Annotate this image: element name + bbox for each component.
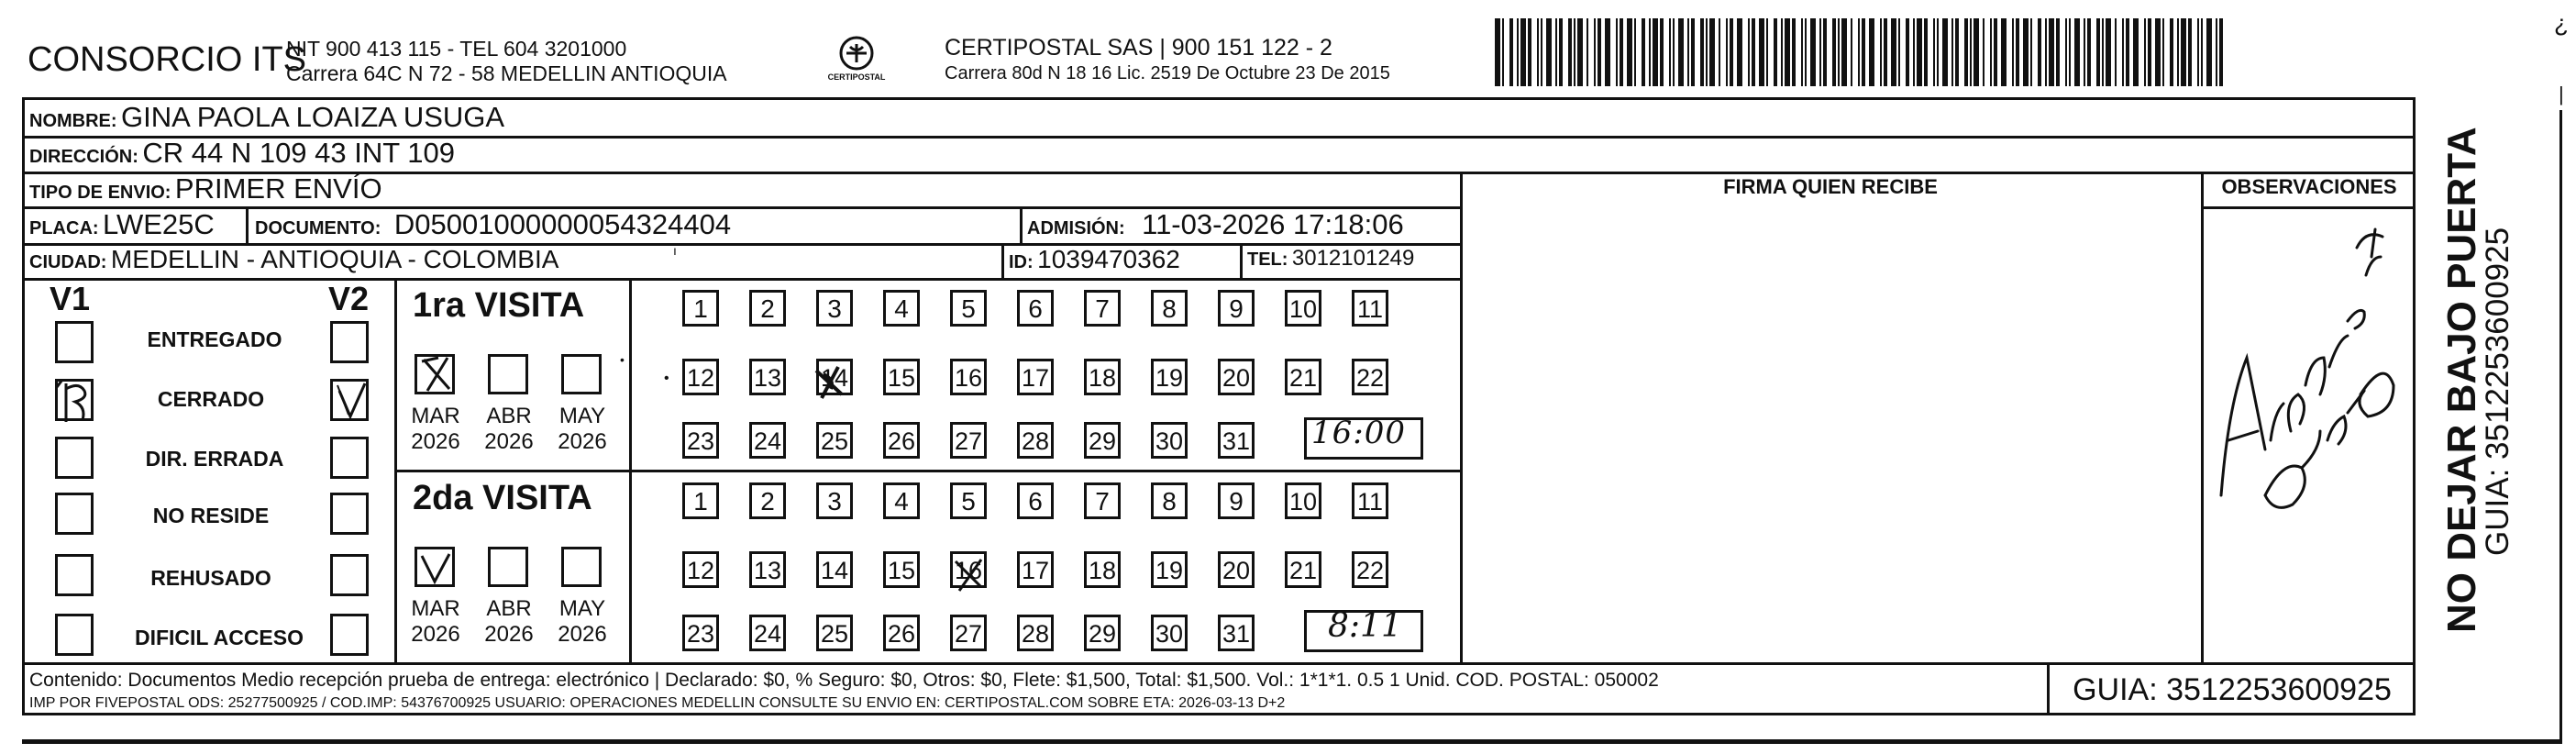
visit-1-day-box[interactable]: 24 <box>749 422 786 459</box>
barcode-bar <box>1709 18 1715 86</box>
visit-2-day-box[interactable]: 25 <box>816 615 853 651</box>
visit-1-day-box[interactable]: 25 <box>816 422 853 459</box>
visit-2-day-box[interactable]: 18 <box>1084 551 1121 588</box>
visit-2-day-box[interactable]: 10 <box>1285 482 1321 519</box>
barcode-bar <box>2102 18 2104 86</box>
barcode-bar <box>1678 18 1684 86</box>
certipostal-logo <box>827 33 886 90</box>
visit-1-day-box[interactable]: 3 <box>816 290 853 327</box>
visit-1-day-box[interactable]: 10 <box>1285 290 1321 327</box>
barcode-bar <box>1752 18 1755 86</box>
visit-1-time-handwritten: 16:00 <box>1311 415 1406 451</box>
barcode-bar <box>1605 18 1610 86</box>
visit-1-day-box[interactable]: 15 <box>883 359 920 395</box>
visit-1-day-box[interactable]: 16 <box>950 359 987 395</box>
barcode-bar <box>1805 18 1807 86</box>
visit-1-day-box[interactable]: 5 <box>950 290 987 327</box>
visit-1-day-box[interactable]: 1 <box>682 290 719 327</box>
month-year: 2026 <box>484 429 534 454</box>
firma-header: FIRMA QUIEN RECIBE <box>1723 175 1938 198</box>
barcode-bar <box>1917 18 1922 86</box>
visit-2-day-box[interactable]: 19 <box>1151 551 1188 588</box>
visit-2-day-box[interactable]: 16 <box>950 551 987 588</box>
documento-row <box>255 208 731 241</box>
visit-1-day-box[interactable]: 13 <box>749 359 786 395</box>
barcode-bar <box>1520 18 1526 86</box>
barcode-bar <box>2001 18 2007 86</box>
v2-checkbox-dificil-acceso[interactable] <box>330 614 369 656</box>
visit-1-day-box[interactable]: 11 <box>1352 290 1388 327</box>
barcode-bar <box>2126 18 2129 86</box>
barcode-bar <box>1559 18 1563 86</box>
divider <box>1460 172 1463 662</box>
barcode-bar <box>1594 18 1596 86</box>
nombre-row <box>29 101 504 134</box>
visit-2-month <box>554 596 611 648</box>
nombre-value: GINA PAOLA LOAIZA USUGA <box>121 101 505 133</box>
visit-2-day-box[interactable]: 5 <box>950 482 987 519</box>
barcode-bar <box>2074 18 2080 86</box>
visit-1-day-box[interactable]: 2 <box>749 290 786 327</box>
visit-1-day-box[interactable]: 7 <box>1084 290 1121 327</box>
v1-checkbox-rehusado[interactable] <box>55 554 94 596</box>
tel-label: TEL: <box>1247 249 1288 270</box>
divider <box>246 206 249 243</box>
company-address: Carrera 64C N 72 - 58 MEDELLIN ANTIOQUIA <box>286 61 727 85</box>
margin-mark: ¿ <box>2554 9 2569 37</box>
barcode-bar <box>1913 18 1915 86</box>
visit-2-month <box>481 596 537 648</box>
id-row <box>1009 245 1180 274</box>
month-name: ABR <box>486 596 532 621</box>
barcode-bar <box>2038 18 2041 86</box>
barcode-bar <box>2148 18 2151 86</box>
barcode-bar <box>2106 18 2111 86</box>
barcode-bar <box>1766 18 1768 86</box>
barcode-bar <box>1537 18 1539 86</box>
stray-mark: • <box>664 371 669 386</box>
barcode-bar <box>1687 18 1689 86</box>
barcode-bar <box>2206 18 2212 86</box>
visit-1-day-box[interactable]: 12 <box>682 359 719 395</box>
status-label: ENTREGADO <box>147 327 282 351</box>
barcode-bar <box>1634 18 1636 86</box>
visit-2-day-box[interactable]: 7 <box>1084 482 1121 519</box>
tel-value: 3012101249 <box>1291 246 1415 271</box>
visit-2-day-box[interactable]: 15 <box>883 551 920 588</box>
observaciones-header: OBSERVACIONES <box>2221 175 2397 198</box>
footer-imp: IMP POR FIVEPOSTAL ODS: 25277500925 / COD.IMP: 54376700925 USUARIO: OPERACIONES MEDELLIN CONSULTE SU ENVIO EN: CERTIPOSTAL.COM SOBRE ETA: 2026-03-13 D+2 <box>29 695 1286 711</box>
barcode-bar <box>1884 18 1887 86</box>
barcode-bar <box>2115 18 2117 86</box>
month-name: MAR <box>411 596 460 621</box>
barcode-bar <box>1955 18 1959 86</box>
margin-mark: | <box>2559 83 2564 105</box>
visit-1-month <box>407 404 464 455</box>
barcode-bar <box>1983 18 1985 86</box>
visit-1-day-box[interactable]: 9 <box>1218 290 1255 327</box>
v2-checkbox-dir-errada[interactable] <box>330 437 369 479</box>
barcode-bar <box>1642 18 1645 86</box>
visit-2-day-box[interactable]: 4 <box>883 482 920 519</box>
v1-header: V1 <box>50 280 91 317</box>
visit-1-month <box>481 404 537 455</box>
month-year: 2026 <box>484 622 534 647</box>
v1-checkbox-dificil-acceso[interactable] <box>55 614 94 656</box>
v1-checkbox-entregado[interactable] <box>55 321 94 363</box>
month-name: ABR <box>486 404 532 428</box>
barcode-bar <box>1730 18 1733 86</box>
company-name: CONSORCIO ITS <box>28 40 307 79</box>
visit-1-day-box[interactable]: 30 <box>1151 422 1188 459</box>
visit-1-month-checkbox[interactable] <box>561 354 602 394</box>
barcode-bar <box>1673 18 1675 86</box>
v1-checkbox-no-reside[interactable] <box>55 493 94 535</box>
divider <box>22 278 1462 281</box>
tipo-envio-label: TIPO DE ENVIO: <box>29 183 171 203</box>
visit-2-day-box[interactable]: 8 <box>1151 482 1188 519</box>
outer-shadow-line-right <box>2559 110 2562 743</box>
barcode-bar <box>2045 18 2047 86</box>
visit-2-day-box[interactable]: 23 <box>682 615 719 651</box>
barcode-bar <box>1801 18 1803 86</box>
handwritten-mark-icon <box>48 371 103 429</box>
admision-row <box>1027 208 1404 241</box>
barcode-bar <box>1841 18 1847 86</box>
barcode-bar <box>1862 18 1865 86</box>
direccion-row <box>29 137 455 170</box>
barcode-bar <box>1823 18 1827 86</box>
visit-1-day-box[interactable]: 20 <box>1218 359 1255 395</box>
divider <box>2201 172 2204 662</box>
divider <box>394 278 397 662</box>
checkmark-icon <box>415 547 457 589</box>
barcode-bar <box>1555 18 1557 86</box>
barcode-bar <box>1838 18 1840 86</box>
barcode-bar <box>1832 18 1836 86</box>
barcode-bar <box>1509 18 1513 86</box>
barcode-bar <box>2056 18 2060 86</box>
visit-2-day-box[interactable]: 31 <box>1218 615 1255 651</box>
barcode-bar <box>1994 18 1997 86</box>
tipo-envio-row <box>29 172 382 205</box>
barcode-bar <box>1577 18 1583 86</box>
handwritten-mark-icon <box>811 361 851 404</box>
side-guia: GUIA: 3512253600925 <box>2480 227 2515 556</box>
barcode-bar <box>1653 18 1658 86</box>
visit-2-day-box[interactable]: 21 <box>1285 551 1321 588</box>
barcode-bar <box>1792 18 1796 86</box>
visit-1-month <box>554 404 611 455</box>
barcode-bar <box>1933 18 1935 86</box>
visit-2-day-box[interactable]: 29 <box>1084 615 1121 651</box>
checkmark-icon <box>332 378 372 424</box>
month-name: MAR <box>411 404 460 428</box>
visit-1-day-box[interactable]: 23 <box>682 422 719 459</box>
barcode-bar <box>1700 18 1704 86</box>
visit-1-day-box[interactable]: 26 <box>883 422 920 459</box>
barcode <box>1495 18 2228 86</box>
ciudad-row <box>29 245 558 274</box>
barcode-bar <box>1774 18 1777 86</box>
barcode-bar <box>1691 18 1695 86</box>
visit-2-day-box[interactable]: 24 <box>749 615 786 651</box>
divider <box>1240 243 1243 278</box>
barcode-bar <box>2087 18 2091 86</box>
footer-contenido: Contenido: Documentos Medio recepción prueba de entrega: electrónico | Declarado: $0, % Seguro: $0, Otros: $0, Flete: $1,500, Total: $1,500. Vol.: 1*1*1. 0.5 1 Unid. COD. POSTAL: 050002 <box>29 670 1659 691</box>
barcode-bar <box>2219 18 2223 86</box>
barcode-bar <box>1649 18 1651 86</box>
visit-1-day-box[interactable]: 19 <box>1151 359 1188 395</box>
visit-2-day-box[interactable]: 3 <box>816 482 853 519</box>
barcode-bar <box>1737 18 1742 86</box>
barcode-bar <box>1906 18 1909 86</box>
visit-2-day-box[interactable]: 13 <box>749 551 786 588</box>
month-name: MAY <box>558 596 606 621</box>
barcode-bar <box>1759 18 1764 86</box>
visit-2-day-box[interactable]: 22 <box>1352 551 1388 588</box>
barcode-bar <box>1660 18 1664 86</box>
barcode-bar <box>1990 18 1992 86</box>
barcode-bar <box>2016 18 2019 86</box>
barcode-bar <box>1719 18 1720 86</box>
barcode-bar <box>1598 18 1601 86</box>
visit-1-day-box[interactable]: 17 <box>1017 359 1054 395</box>
barcode-bar <box>2177 18 2179 86</box>
divider <box>629 278 632 662</box>
ciudad-value: MEDELLIN - ANTIOQUIA - COLOMBIA <box>110 245 559 273</box>
visit-1-day-box[interactable]: 22 <box>1352 359 1388 395</box>
barcode-bar <box>2181 18 2186 86</box>
placa-value: LWE25C <box>103 208 215 240</box>
visit-1-month-checkbox[interactable] <box>488 354 528 394</box>
admision-value: 11-03-2026 17:18:06 <box>1142 208 1404 240</box>
barcode-bar <box>1627 18 1632 86</box>
barcode-bar <box>1880 18 1882 86</box>
barcode-bar <box>1937 18 1939 86</box>
status-label: DIFICIL ACCESO <box>134 626 304 649</box>
courier-license: Carrera 80d N 18 16 Lic. 2519 De Octubre 23 De 2015 <box>945 63 1390 83</box>
id-value: 1039470362 <box>1037 245 1180 273</box>
documento-value: D05001000000054324404 <box>393 208 732 240</box>
stray-mark: • <box>620 352 625 367</box>
v2-checkbox-no-reside[interactable] <box>330 493 369 535</box>
v2-header: V2 <box>328 280 370 317</box>
barcode-bar <box>2144 18 2146 86</box>
certipostal-logo-text: CERTIPOSTAL <box>827 72 886 82</box>
barcode-bar <box>1502 18 1504 86</box>
visit-2-day-box[interactable]: 28 <box>1017 615 1054 651</box>
barcode-bar <box>2122 18 2124 86</box>
barcode-bar <box>2201 18 2203 86</box>
visit-2-title: 2da VISITA <box>413 479 592 517</box>
barcode-bar <box>1669 18 1671 86</box>
visit-2-time-handwritten: 8:11 <box>1328 607 1402 645</box>
handwritten-x-icon <box>415 352 459 396</box>
barcode-bar <box>1810 18 1816 86</box>
tipo-envio-value: PRIMER ENVÍO <box>174 172 382 205</box>
status-label: CERRADO <box>157 387 265 411</box>
barcode-bar <box>1869 18 1874 86</box>
month-name: MAY <box>558 404 606 428</box>
status-label: NO RESIDE <box>152 504 270 527</box>
barcode-bar <box>2049 18 2054 86</box>
month-year: 2026 <box>411 429 460 454</box>
barcode-bar <box>1587 18 1588 86</box>
visit-2-day-box[interactable]: 27 <box>950 615 987 651</box>
barcode-bar <box>2012 18 2014 86</box>
barcode-bar <box>1541 18 1542 86</box>
barcode-bar <box>1574 18 1575 86</box>
barcode-bar <box>2216 18 2217 86</box>
visit-1-day-box[interactable]: 27 <box>950 422 987 459</box>
visit-1-day-box[interactable]: 8 <box>1151 290 1188 327</box>
barcode-bar <box>1748 18 1750 86</box>
month-year: 2026 <box>558 429 607 454</box>
company-nit: NIT 900 413 115 - TEL 604 3201000 <box>286 37 627 61</box>
stray-mark: ı <box>673 243 677 258</box>
visit-2-month-checkbox[interactable] <box>561 547 602 587</box>
visit-1-title: 1ra VISITA <box>413 286 585 325</box>
divider <box>1020 206 1023 243</box>
barcode-bar <box>2065 18 2067 86</box>
visit-1-day-box[interactable]: 21 <box>1285 359 1321 395</box>
visit-2-day-box[interactable]: 14 <box>816 551 853 588</box>
barcode-bar <box>1706 18 1708 86</box>
barcode-bar <box>2197 18 2199 86</box>
nombre-label: NOMBRE: <box>29 111 117 131</box>
handwritten-mark-icon <box>950 554 990 596</box>
barcode-bar <box>1785 18 1790 86</box>
barcode-bar <box>1726 18 1728 86</box>
barcode-bar <box>1970 18 1972 86</box>
admision-label: ADMISIÓN: <box>1027 218 1125 238</box>
barcode-bar <box>2162 18 2164 86</box>
barcode-bar <box>1616 18 1618 86</box>
id-label: ID: <box>1009 252 1034 272</box>
barcode-bar <box>2096 18 2100 86</box>
status-label: REHUSADO <box>150 566 271 590</box>
barcode-bar <box>1819 18 1821 86</box>
visit-2-day-box[interactable]: 6 <box>1017 482 1054 519</box>
barcode-bar <box>1973 18 1979 86</box>
status-label: DIR. ERRADA <box>145 447 284 471</box>
visit-2-day-box[interactable]: 9 <box>1218 482 1255 519</box>
visit-1-day-box[interactable]: 6 <box>1017 290 1054 327</box>
month-year: 2026 <box>558 622 607 647</box>
divider <box>1001 243 1004 278</box>
barcode-bar <box>1942 18 1948 86</box>
visit-1-day-box[interactable]: 29 <box>1084 422 1121 459</box>
ciudad-label: CIUDAD: <box>29 252 107 272</box>
divider <box>22 662 2416 665</box>
barcode-bar <box>2170 18 2173 86</box>
v2-checkbox-rehusado[interactable] <box>330 554 369 596</box>
visit-1-day-box[interactable]: 31 <box>1218 422 1255 459</box>
visit-2-day-box[interactable]: 2 <box>749 482 786 519</box>
visit-2-day-box[interactable]: 1 <box>682 482 719 519</box>
barcode-bar <box>1858 18 1860 86</box>
placa-label: PLACA: <box>29 218 99 238</box>
barcode-bar <box>2084 18 2085 86</box>
barcode-bar <box>1851 18 1852 86</box>
visit-2-month <box>407 596 464 648</box>
barcode-bar <box>1528 18 1531 86</box>
direccion-label: DIRECCIÓN: <box>29 147 138 167</box>
visit-1-day-box[interactable]: 28 <box>1017 422 1054 459</box>
placa-row <box>29 208 215 241</box>
footer-guia: GUIA: 3512253600925 <box>2073 672 2392 707</box>
visit-1-day-box[interactable]: 4 <box>883 290 920 327</box>
visit-2-month-checkbox[interactable] <box>488 547 528 587</box>
barcode-bar <box>1546 18 1552 86</box>
month-year: 2026 <box>411 622 460 647</box>
barcode-bar <box>2030 18 2032 86</box>
tel-row <box>1247 246 1414 272</box>
barcode-bar <box>1898 18 1900 86</box>
barcode-bar <box>1951 18 1953 86</box>
barcode-bar <box>1891 18 1896 86</box>
barcode-bar <box>2069 18 2071 86</box>
visit-2-day-box[interactable]: 20 <box>1218 551 1255 588</box>
visit-2-day-box[interactable]: 26 <box>883 615 920 651</box>
outer-shadow-line <box>22 739 2562 744</box>
visit-1-day-box[interactable]: 18 <box>1084 359 1121 395</box>
no-dejar-bajo-puerta: NO DEJAR BAJO PUERTA <box>2439 127 2484 633</box>
barcode-bar <box>2133 18 2139 86</box>
barcode-bar <box>1568 18 1572 86</box>
visit-2-day-box[interactable]: 17 <box>1017 551 1054 588</box>
divider <box>2201 206 2416 209</box>
barcode-bar <box>2023 18 2029 86</box>
barcode-bar <box>1781 18 1783 86</box>
direccion-value: CR 44 N 109 43 INT 109 <box>142 137 455 169</box>
barcode-bar <box>1517 18 1519 86</box>
documento-label: DOCUMENTO: <box>255 218 381 238</box>
visit-1-day-box[interactable]: 14 <box>816 359 853 395</box>
v1-checkbox-dir-errada[interactable] <box>55 437 94 479</box>
observation-handwriting <box>2210 220 2403 523</box>
visit-2-day-box[interactable]: 30 <box>1151 615 1188 651</box>
divider <box>394 470 1462 472</box>
barcode-bar <box>2155 18 2161 86</box>
courier-name: CERTIPOSTAL SAS | 900 151 122 - 2 <box>945 35 1332 61</box>
barcode-bar <box>1964 18 1968 86</box>
barcode-bar <box>2188 18 2192 86</box>
barcode-bar <box>1924 18 1928 86</box>
visit-2-day-box[interactable]: 12 <box>682 551 719 588</box>
v2-checkbox-entregado[interactable] <box>330 321 369 363</box>
visit-2-day-box[interactable]: 11 <box>1352 482 1388 519</box>
barcode-bar <box>1495 18 1500 86</box>
barcode-bar <box>1620 18 1623 86</box>
